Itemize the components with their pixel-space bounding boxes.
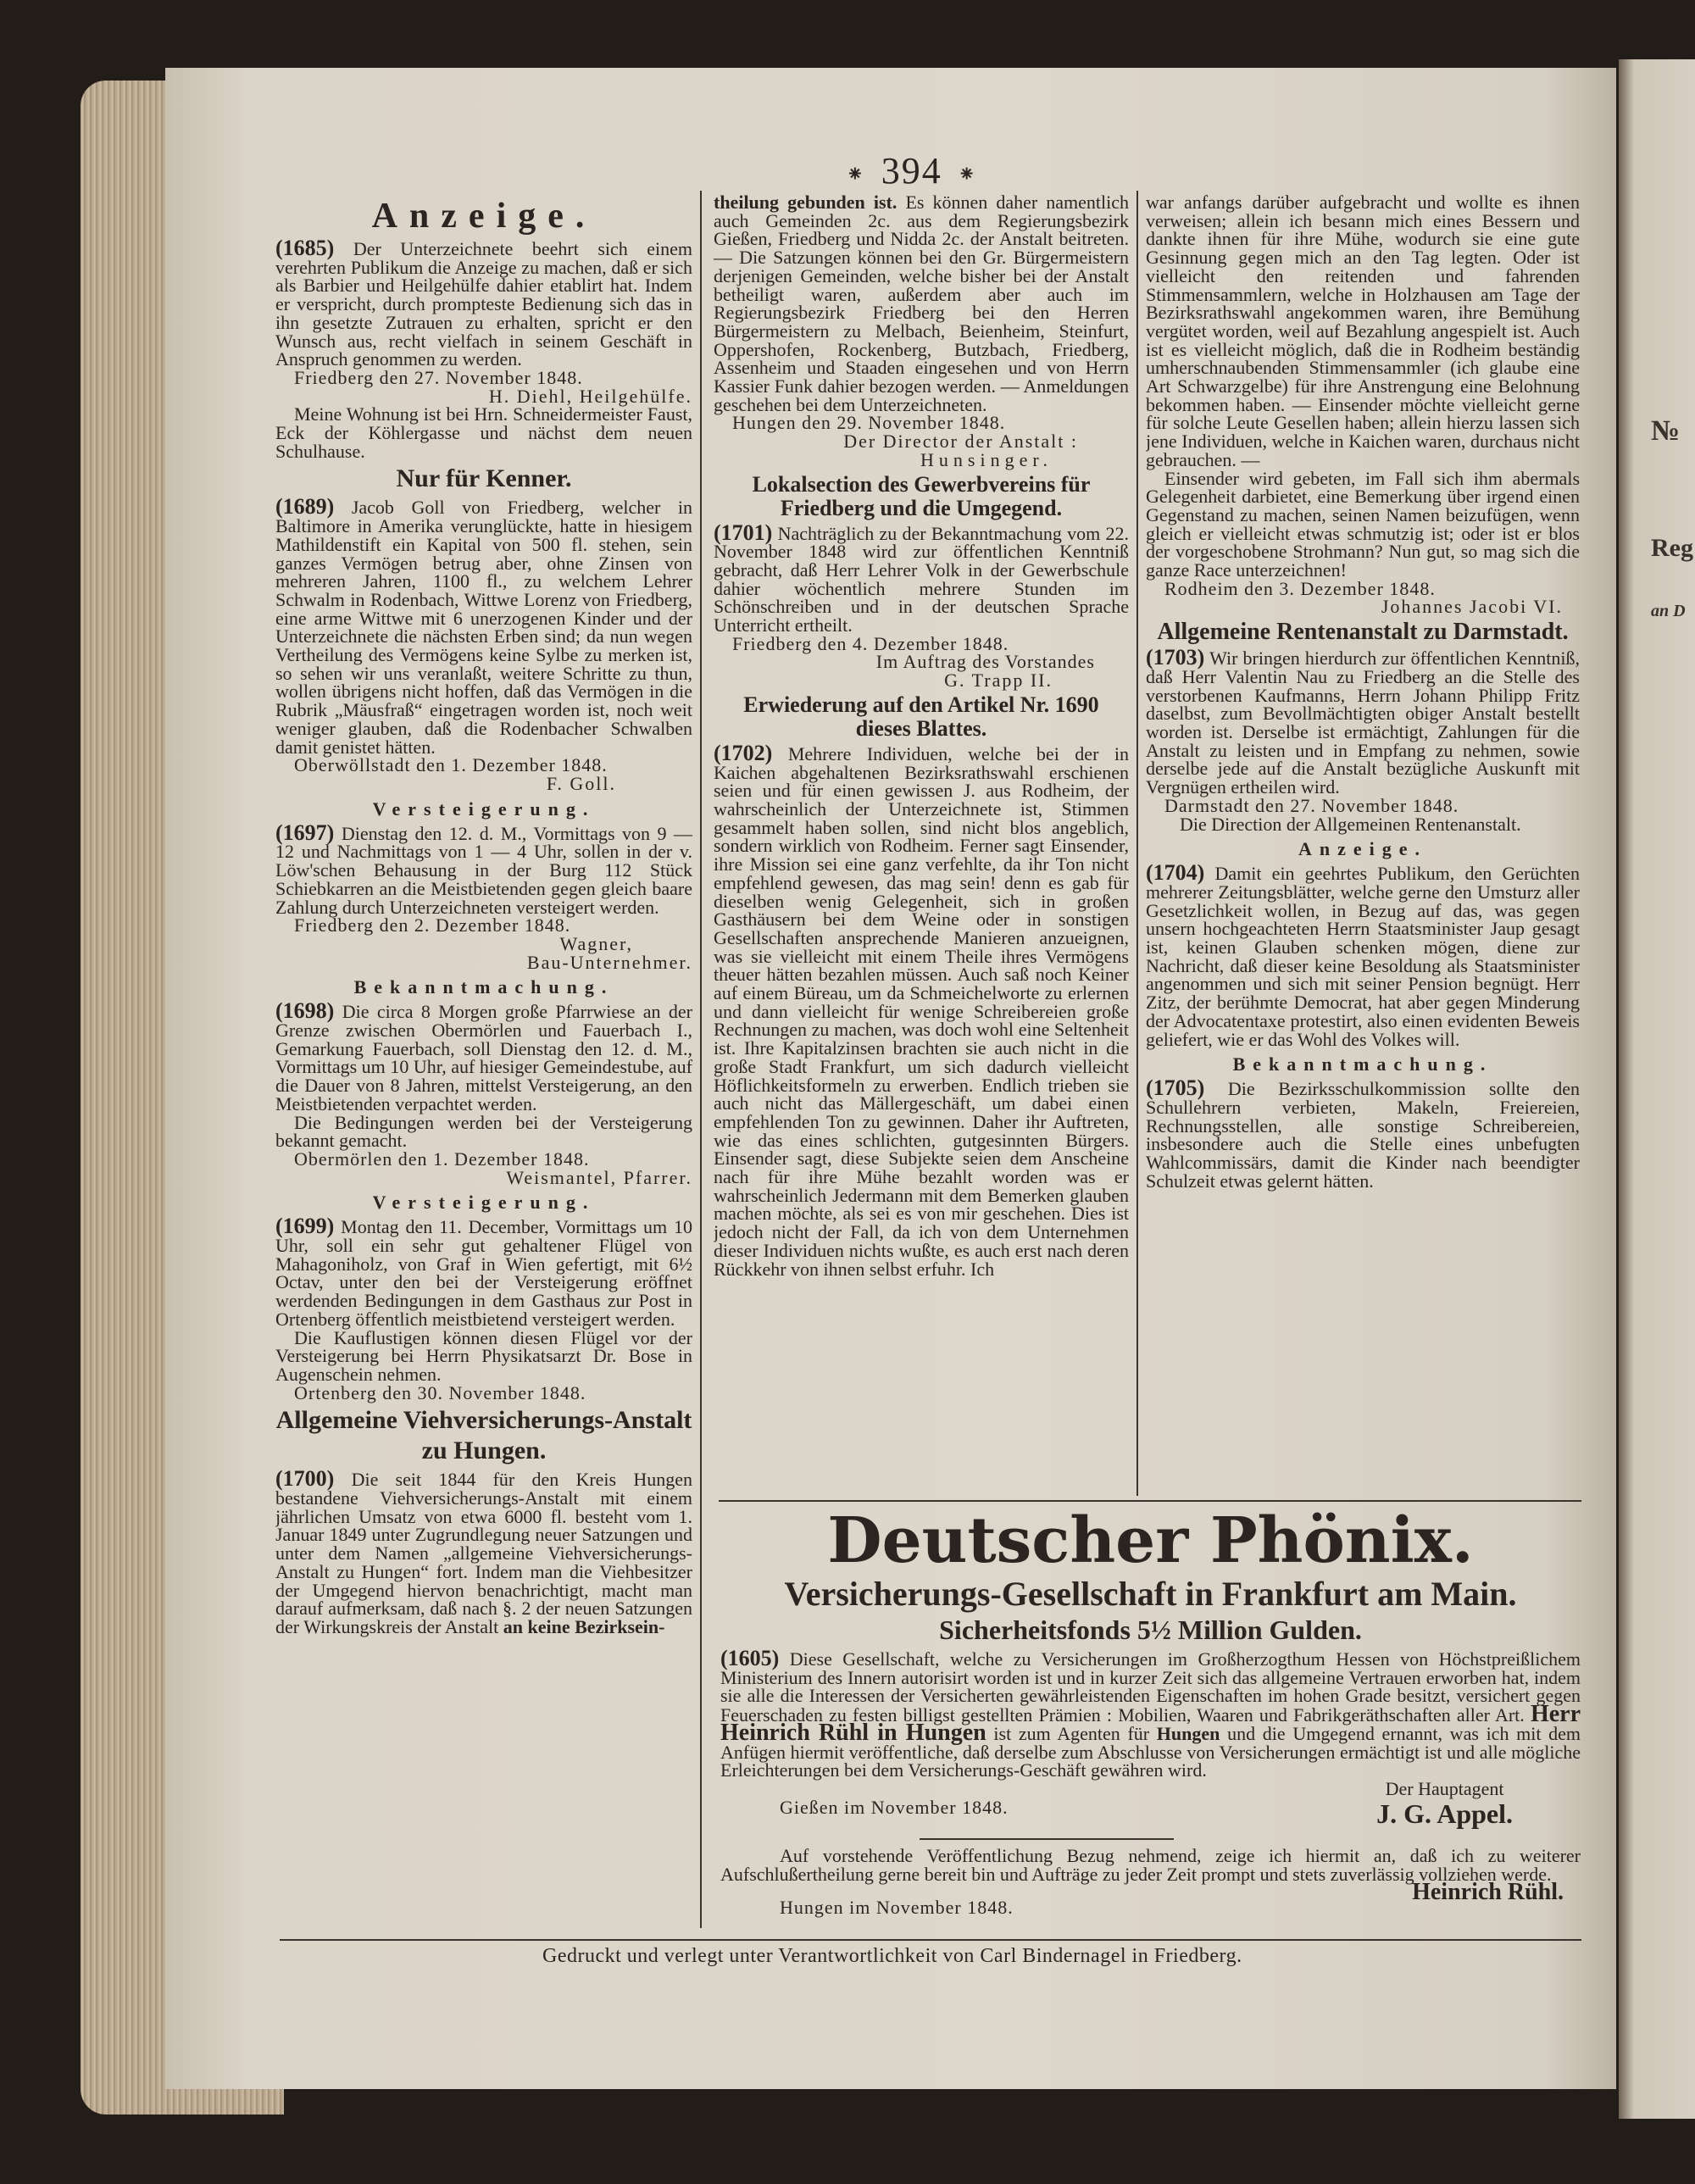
- imprint-footer: Gedruckt und verlegt unter Verantwortlichkeit von Carl Bindernagel in Friedberg.: [542, 1945, 1242, 1967]
- heading-versteigerung: Versteigerung.: [372, 797, 596, 820]
- notice-number: (1703): [1146, 645, 1205, 670]
- notice-place-date: Rodheim den 3. Dezember 1848.: [1164, 577, 1436, 599]
- ad-text: Diese Gesellschaft, welche zu Versicherungen im Großherzogthum Hessen von Höchstpreißlichem Ministerium des Innern autorisirt worden ist und in kurzer Zeit sich das allgemeine Vertrauen erworben hat, indem sie alle die Interessen der Versicherten gewährleistenden Eigenschaften im hohen Grade besitzt, versichert gegen Feuerschaden zu festen billigst gestellten Prämien : Mobilien, Waaren und Fabrikgeräthschaften aller Art.: [720, 1648, 1581, 1726]
- notice-text: Dienstag den 12. d. M., Vormittags von 9 — 12 und Nachmittags von 1 — 4 Uhr, sollen in der v. Löw'schen Behausung in der Burg 112 Stück Schiebkarren an die Meistbietenden gegen gleich baare Zahlung durch Unterzeichneten versteigert werden.: [275, 822, 692, 918]
- ad-signature-role: Der Hauptagent: [1385, 1777, 1504, 1799]
- notice-signature: F. Goll.: [546, 772, 616, 794]
- notice-number: (1697): [275, 820, 335, 845]
- ad-agent-name: Herr Heinrich Rühl in Hungen: [720, 1700, 1581, 1746]
- heading-erwiederung: Erwiederung auf den Artikel Nr. 1690 dieses Blattes.: [743, 692, 1099, 741]
- notice-1704: [1146, 860, 1580, 1050]
- notice-1700: [275, 1466, 692, 1637]
- notice-text-bold: theilung gebunden ist.: [714, 193, 898, 213]
- ad-signature: J. G. Appel.: [1376, 1798, 1513, 1829]
- footer-divider: [280, 1939, 1581, 1941]
- notice-1701: [714, 520, 1129, 636]
- notice-place-date: Hungen den 29. November 1848.: [732, 412, 1006, 434]
- ad-signature-row: [720, 1879, 1581, 1918]
- notice-place-date: Friedberg den 2. Dezember 1848.: [294, 914, 571, 936]
- notice-text: Die seit 1844 für den Kreis Hungen bestandene Viehversicherungs-Anstalt mit einem jährlichen Umsatz von etwa 6000 fl. besteht vom 1. Januar 1849 unter Zugrundlegung neuer Satzungen und unter dem Namen „allgemeine Viehversicherungs-Anstalt zu Hungen“ fort. Indem man die Viehbesitzer der Umgegend hiervon benachrichtigt, macht man darauf aufmerksam, daß nach §. 2 der neuen Satzungen der Wirkungskreis der Anstalt: [275, 1469, 692, 1637]
- notice-1700-continued: [714, 193, 1129, 414]
- notice-number: (1605): [720, 1646, 780, 1670]
- notice-signature: Wagner,: [559, 932, 633, 954]
- notice-signature: H. Diehl, Heilgehülfe.: [488, 385, 692, 407]
- notice-signature-title: Bau-Unternehmer.: [526, 951, 692, 973]
- ad-subtitle: Versicherungs-Gesellschaft in Frankfurt am Main.: [784, 1575, 1517, 1613]
- notice-place-date: Friedberg den 27. November 1848.: [294, 366, 583, 388]
- notice-number: (1701): [714, 520, 773, 545]
- notice-signature: G. Trapp II.: [944, 670, 1053, 692]
- phoenix-insurance-ad: [720, 1504, 1581, 1918]
- notice-number: (1698): [275, 998, 335, 1024]
- ad-body: [720, 1646, 1581, 1781]
- notice-1685: [275, 236, 692, 370]
- notice-signature-role: Der Director der Anstalt :: [843, 431, 1078, 453]
- ad-place-date: Hungen im November 1848.: [780, 1897, 1014, 1918]
- notice-signature: Die Direction der Allgemeinen Rentenanstalt.: [1180, 813, 1521, 835]
- notice-1702: [714, 740, 1129, 1280]
- ad-subtitle-fund: Sicherheitsfonds 5½ Million Gulden.: [939, 1614, 1362, 1645]
- page-number-header: [831, 149, 993, 192]
- heading-anzeige: Anzeige.: [371, 197, 597, 236]
- notice-note: Die Bedingungen werden bei der Versteigerung bekannt gemacht.: [275, 1111, 692, 1152]
- column-1: [275, 193, 692, 1926]
- ornament-icon: ⁕: [846, 161, 866, 186]
- ad-signature-row: [720, 1777, 1581, 1831]
- notice-text-bold: an keine Bezirksein-: [503, 1616, 665, 1637]
- notice-signature: Hunsinger.: [920, 448, 1053, 470]
- notice-number: (1700): [275, 1466, 335, 1492]
- notice-text: Jacob Goll von Friedberg, welcher in Baltimore in Amerika verunglückte, hatte in hiesigem Mathildenstift ein Kapital von 500 fl. stehen, sein ganzes Vermögen betrug aber, ohne Zinsen von mehreren Jahren, 1100 fl., zu welchem Lehrer Schwalm in Rodenbach, Wittwe Lorenz von Friedberg, eine arme Wittwe mit 6 unerzogenen Kinder und der Unterzeichnete die nächsten Erben sind; da nun wegen Vertheilung des Vermögens keine Sylbe zu merken ist, so sehen wir uns veranlaßt, weitere Schritte zu thun, wollen übrigens nicht hoffen, daß das Vermögen in die Rubrik „Mäusfraß“ eingetragen worden ist, noch weit weniger glauben, daß die Rodenbacher Schwalben damit genistet hätten.: [275, 497, 692, 758]
- notice-note: Meine Wohnung ist bei Hrn. Schneidermeister Faust, Eck der Köhlergasse und nächst dem neuen Schulhause.: [275, 403, 692, 462]
- notice-number: (1705): [1146, 1075, 1205, 1101]
- notice-1689: [275, 494, 692, 758]
- heading-bekanntmachung: Bekanntmachung.: [1232, 1053, 1493, 1075]
- notice-place-date: Oberwöllstadt den 1. Dezember 1848.: [294, 754, 608, 776]
- ad-town: Hungen: [1156, 1723, 1220, 1744]
- ad-addendum: Auf vorstehende Veröffentlichung Bezug nehmend, zeige ich hiermit an, daß ich zu weiterer Aufschlußertheilung gerne bereit bin und Aufträge zu jeder Zeit prompt und stets zuverlässig vollziehen werde.: [720, 1845, 1581, 1885]
- next-page-fragment: №: [1651, 415, 1681, 447]
- notice-signature: Johannes Jacobi VI.: [1381, 596, 1563, 618]
- notice-text: Der Unterzeichnete beehrt sich einem verehrten Publikum die Anzeige zu machen, daß er sich als Barbier und Heilgehülfe dahier etablirt hat. Indem er verspricht, durch prompteste Bedienung sich das in ihn gesetzte Zutrauen zu erhalten, spricht er den Wunsch aus, recht vielfach in seinem Geschäft in Anspruch genommen zu werden.: [275, 238, 692, 370]
- notice-text: Mehrere Individuen, welche bei der in Kaichen abgehaltenen Bezirksrathswahl erschienen seien und für einen gewissen J. aus Rodheim, der wahrscheinlich der Unterzeichnete ist, Stimmen gesammelt haben sollen, sind nicht blos angeblich, sondern wirklich von Rodheim. Ferner sagt Einsender, ihre Mission sei eine ganz verfehlte, da ihr Ton nicht empfehlend gewesen, das mag sein! denn es gab für dieselben wenig Gelegenheit, sich in großen Gasthäusern bei dem Weine oder in sonstigen Gesellschaften ansprechende Manieren anzueignen, was sie vielleicht mit einem Theile ihres Vermögens theuer hätten bezahlen müssen. Auch saß noch Keiner auf einem Büreau, um da Schmeichelworte zu erlernen und dann vielleicht für wenige Schreibereien große Rechnungen zu machen, was doch wohl eine Seltenheit ist. Ihre Kapitalzinsen brachten sie auch nicht in die große Stadt Frankfurt, um sich dadurch vielleicht Höflichkeitsformeln zu erwerben. Endlich trieben sie auch nicht das Mällergeschäft, um dabei einen empfehlenden Ton zu gewinnen. Daher ihr Auftreten, wie das eines schlichten, gutgesinnten Bürgers. Einsender sagt, diese Subjekte seien dem Anscheine nach für ihre Mühe bezahlt worden was er wahrscheinlich Jedermann mit dem Bemerken glauben machen möchte, als sei es von mir geschehen. Dies ist jedoch nicht der Fall, da ich von dem Unternehmen dieser Individuen nichts wußte, es auch erst nach deren Rückkehr von ihnen selbst erfuhr. Ich: [714, 742, 1129, 1280]
- notice-text: Die Bezirksschulkommission sollte den Schullehrern verbieten, Makeln, Freiereien, Rechnungsstellen, alle sonstige Schreibereien, insbesondere auch die Stelle eines unbefugten Wahlcommissärs, damit die Kinder nach beendigter Schulzeit etwas gelernt hätten.: [1146, 1078, 1580, 1192]
- notice-number: (1689): [275, 494, 335, 520]
- ad-signature: Heinrich Rühl.: [1412, 1879, 1564, 1905]
- notice-text: Es können daher namentlich auch Gemeinden 2c. aus dem Regierungsbezirk Gießen, Friedberg und Nidda 2c. der Anstalt beitreten. — Die Satzungen können bei den Gr. Bürgermeistern derjenigen Gemeinden, welche bisher bei der Anstalt betheiligt waren, außerdem aber auch im Regierungsbezirk Friedberg bei den Herren Bürgermeistern zu Melbach, Beienheim, Steinfurt, Oppershofen, Rockenberg, Butzbach, Friedberg, Assenheim und Staaden eingesehen und von Herrn Kassier Funk dahier bezogen werden. — Anmeldungen geschehen bei dem Unterzeichneten.: [714, 193, 1129, 415]
- heading-versteigerung: Versteigerung.: [372, 1192, 596, 1214]
- notice-text: Damit ein geehrtes Publikum, den Gerüchten mehrerer Zeitungsblätter, welche gerne den Umsturz aller Gesetzlichkeit wollen, in Bezug auf das, was gegen unsern hochgeachteten Herrn Staatsminister Jaup gesagt ist, keinen Glauben schenken mögen, diene zur Nachricht, daß dieser keine Besoldung als Staatsminister angenommen und sich mit seiner Pension begnügt. Herr Zitz, der berühmte Democrat, hat aber gegen Minderung der Advocatentaxe protestirt, also einen evidenten Beweis geliefert, wie er das Wohl des Volkes will.: [1146, 863, 1580, 1050]
- next-page-fragment: Reg: [1651, 534, 1693, 562]
- column-divider: [1136, 191, 1138, 1496]
- heading-nur-fuer-kenner: Nur für Kenner.: [396, 464, 572, 493]
- ad-title: Deutscher Phönix.: [827, 1504, 1474, 1577]
- ad-separator: [920, 1838, 1174, 1840]
- column-2: [714, 193, 1129, 1498]
- next-page-edge: [1619, 59, 1695, 2119]
- column-3: [1146, 193, 1580, 1498]
- notice-signature: Weismantel, Pfarrer.: [506, 1166, 692, 1188]
- ornament-icon: ⁕: [957, 161, 978, 186]
- heading-viehversicherung: Allgemeine Viehversicherungs-Anstalt zu Hungen.: [275, 1406, 692, 1465]
- ad-place-date: Gießen im November 1848.: [780, 1796, 1009, 1818]
- notice-1705: [1146, 1075, 1580, 1192]
- notice-place-date: Friedberg den 4. Dezember 1848.: [732, 632, 1009, 654]
- notice-note: Die Kauflustigen können diesen Flügel vor der Versteigerung bei Herrn Physikatsarzt Dr. Bose in Augenschein nehmen.: [275, 1326, 692, 1385]
- notice-place-date: Ortenberg den 30. November 1848.: [294, 1381, 586, 1403]
- notice-text: Nachträglich zu der Bekanntmachung vom 22. November 1848 wird zur öffentlichen Kenntniß gebracht, daß Herr Lehrer Volk in der Gewerbschule dahier wöchentlich mehrere Stunden im Schönschreiben und in der deutschen Sprache Unterricht ertheilt.: [714, 522, 1129, 636]
- notice-number: (1685): [275, 236, 335, 260]
- notice-number: (1699): [275, 1214, 335, 1239]
- ad-signature-block: [1376, 1777, 1581, 1831]
- notice-place-date: Darmstadt den 27. November 1848.: [1164, 794, 1459, 816]
- heading-gewerbverein: Lokalsection des Gewerbvereins für Friedberg und die Umgegend.: [752, 471, 1091, 520]
- ad-divider: [719, 1500, 1581, 1502]
- ad-text: und die Umgegend ernannt, was ich mit dem Anfügen hiermit veröffentliche, daß derselbe zum Abschlusse von Versicherungen ermächtigt ist und alle mögliche Erleichterungen bei dem Versicherungs-Geschäft gewähren wird.: [720, 1723, 1581, 1781]
- page-number: 394: [881, 150, 942, 192]
- notice-place-date: Obermörlen den 1. Dezember 1848.: [294, 1148, 590, 1170]
- heading-anzeige: Anzeige.: [1298, 838, 1428, 860]
- next-page-fragment: an D: [1651, 602, 1686, 620]
- notice-text: Montag den 11. December, Vormittags um 10 Uhr, soll ein sehr gut gehaltener Flügel von Mahagoniholz, von Graf in Wien gefertigt, mit 6½ Octav, unter den bei der Versteigerung eröffnet werdenden Bedingungen in dem Gasthaus zur Post in Ortenberg öffentlich meistbietend versteigert werden.: [275, 1216, 692, 1330]
- notice-1702-continued: war anfangs darüber aufgebracht und wollte es ihnen verweisen; allein ich besann mich eines Bessern und dankte ihnen für ihre Mühe, wodurch sie eine gute Gesinnung gegen mich an den Tag legten. Oder ist vielleicht den reitenden und fahrenden Stimmensammlern, welche in Holzhausen am Tage der Bezirksrathswahl angekommen waren, ihre Bemühung vergütet worden, weil auf Bezahlung angespielt ist. Auch ist es vielleicht möglich, daß die in Rodheim beständig umherschnaubenden Stimmensammler (ich glaube eine Art Schwarzgelbe) für ihre Anstrengung eine Belohnung bekommen haben. — Einsender möchte vielleicht gerne für solche Leute Gesellen haben; allein hierzu lassen sich jene Individuen, welche in Kaichen waren, durchaus nicht gebrauchen. —: [1146, 193, 1580, 470]
- notice-number: (1702): [714, 740, 773, 765]
- notice-signature-role: Im Auftrag des Vorstandes: [875, 651, 1095, 673]
- notice-1699: [275, 1214, 692, 1330]
- heading-rentenanstalt: Allgemeine Rentenanstalt zu Darmstadt.: [1157, 619, 1569, 646]
- notice-text: Wir bringen hierdurch zur öffentlichen Kenntniß, daß Herr Valentin Nau zu Friedberg an die Stelle des verstorbenen Kaufmanns, Herrn Johann Philipp Fritz daselbst, zum Bevollmächtigten obiger Anstalt bestellt worden ist. Derselbe ist ermächtigt, Zahlungen für die Anstalt zu leisten und in Empfang zu nehmen, sowie derselbe jede auf die Anstalt bezügliche Auskunft mit Vergnügen ertheilen wird.: [1146, 647, 1580, 798]
- notice-text: Die circa 8 Morgen große Pfarrwiese an der Grenze zwischen Obermörlen und Fauerbach I., Gemarkung Fauerbach, soll Dienstag den 12. d. M., Vormittags um 10 Uhr, auf hiesiger Gemeindestube, auf die Dauer von 8 Jahren, mittelst Versteigerung, an den Meistbietenden verpachtet werden.: [275, 1001, 692, 1114]
- notice-1703: [1146, 645, 1580, 798]
- notice-number: (1704): [1146, 860, 1205, 886]
- notice-1697: [275, 820, 692, 918]
- notice-1698: [275, 998, 692, 1114]
- notice-note: Einsender wird gebeten, im Fall sich ihm abermals Gelegenheit darbietet, eine Bemerkung über irgend einen Gegenstand zu machen, seinen Namen beizufügen, wenn gleich er vielleicht etwas schmutzig ist; oder ist er blos der vorgeschobene Strohmann? Nun gut, so mag sich die ganze Race unterzeichnen!: [1146, 467, 1580, 581]
- ad-text: ist zum Agenten für: [993, 1723, 1150, 1744]
- heading-bekanntmachung: Bekanntmachung.: [353, 976, 614, 998]
- column-divider: [700, 191, 702, 1928]
